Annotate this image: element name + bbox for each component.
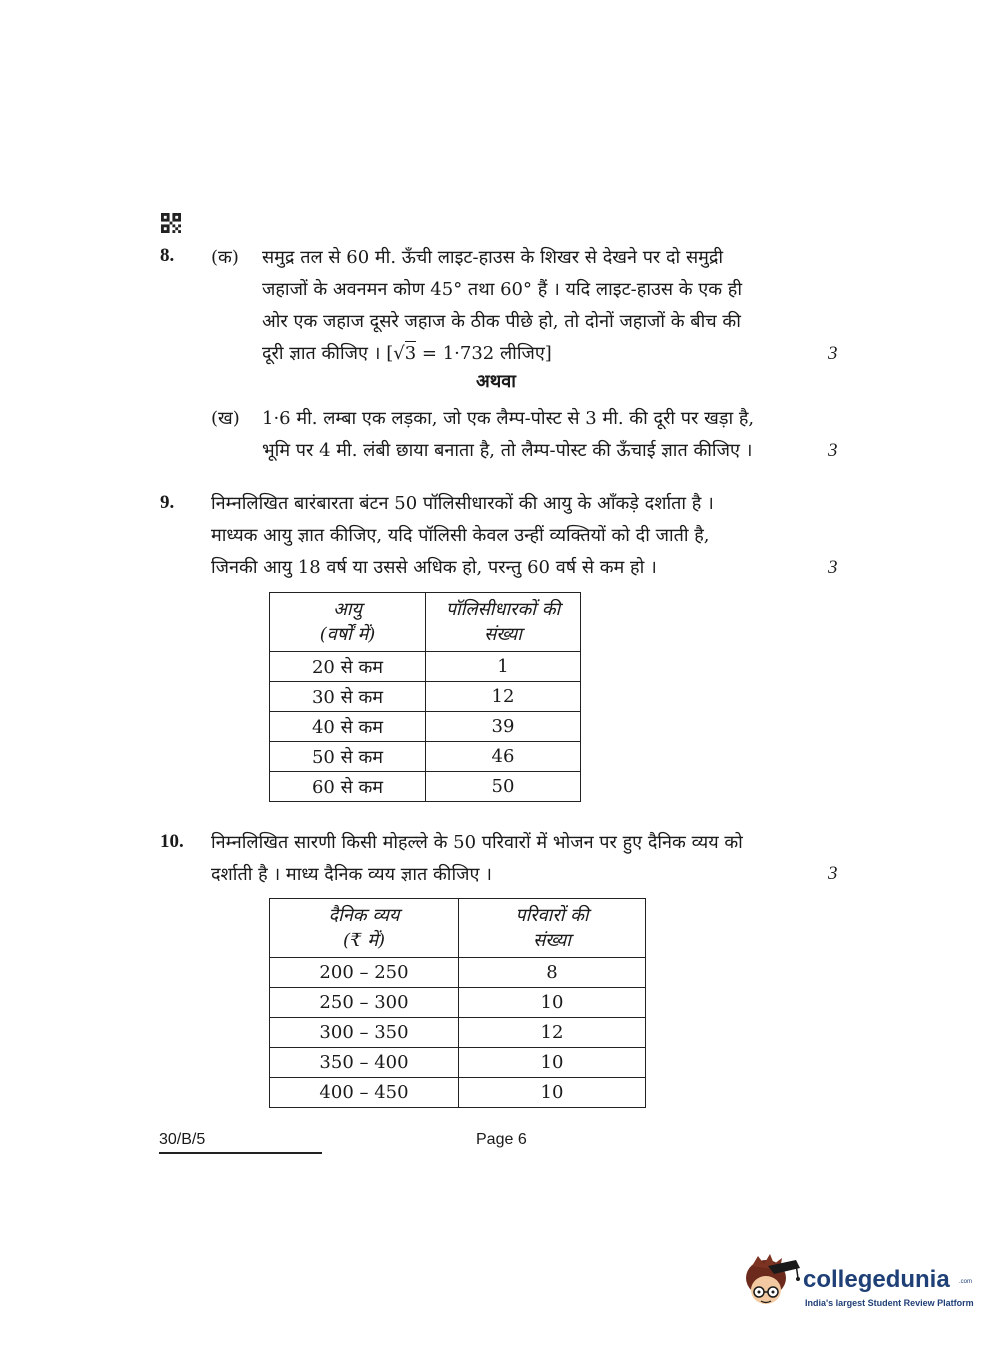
q9-line-2: माध्यक आयु ज्ञात कीजिए, यदि पॉलिसी केवल उन्हीं व्यक्तियों को दी जाती है, bbox=[211, 525, 710, 546]
q8a-marks: 3 bbox=[828, 343, 838, 364]
q10-header-families bbox=[459, 899, 646, 958]
q10-table bbox=[269, 898, 646, 1108]
brand-name: collegedunia bbox=[803, 1266, 950, 1293]
page-number: Page 6 bbox=[476, 1131, 527, 1148]
table-cell: 300 – 350 bbox=[270, 1018, 459, 1048]
header-line: आयु bbox=[333, 599, 362, 620]
table-cell: 46 bbox=[426, 742, 581, 772]
q8b-line-2: भूमि पर 4 मी. लंबी छाया बनाता है, तो लैम्प-पोस्ट की ऊँचाई ज्ञात कीजिए । bbox=[262, 440, 753, 461]
table-row bbox=[270, 652, 581, 682]
header-line: (वर्षों में) bbox=[319, 624, 376, 645]
table-cell: 39 bbox=[426, 712, 581, 742]
table-cell: 1 bbox=[426, 652, 581, 682]
table-cell: 10 bbox=[459, 1048, 646, 1078]
table-cell: 50 bbox=[426, 772, 581, 802]
q8a-line-2: जहाजों के अवनमन कोण 45° तथा 60° हैं । यदि लाइट-हाउस के एक ही bbox=[262, 279, 743, 300]
table-cell: 10 bbox=[459, 1078, 646, 1108]
q8a-label: (क) bbox=[211, 247, 239, 268]
table-header-row bbox=[270, 899, 646, 958]
q8a-line-1: समुद्र तल से 60 मी. ऊँची लाइट-हाउस के शिखर से देखने पर दो समुद्री bbox=[262, 247, 724, 268]
mascot-logo-icon bbox=[742, 1252, 802, 1310]
table-row bbox=[270, 1018, 646, 1048]
table-row bbox=[270, 742, 581, 772]
table-cell: 12 bbox=[459, 1018, 646, 1048]
table-row bbox=[270, 1078, 646, 1108]
qr-code-icon bbox=[161, 213, 181, 233]
table-cell: 20 से कम bbox=[270, 652, 426, 682]
q8a-line-3: ओर एक जहाज दूसरे जहाज के ठीक पीछे हो, तो दोनों जहाजों के बीच की bbox=[262, 311, 741, 332]
q8b-marks: 3 bbox=[828, 440, 838, 461]
table-header-row bbox=[270, 593, 581, 652]
table-cell: 40 से कम bbox=[270, 712, 426, 742]
q10-marks: 3 bbox=[828, 863, 838, 884]
q9-header-count bbox=[426, 593, 581, 652]
q10-line-2: दर्शाती है । माध्य दैनिक व्यय ज्ञात कीजिए । bbox=[211, 864, 492, 885]
table-cell: 30 से कम bbox=[270, 682, 426, 712]
header-line: संख्या bbox=[484, 624, 522, 645]
table-cell: 350 – 400 bbox=[270, 1048, 459, 1078]
table-cell: 250 – 300 bbox=[270, 988, 459, 1018]
table-cell: 8 bbox=[459, 958, 646, 988]
table-row bbox=[270, 958, 646, 988]
header-line: परिवारों की bbox=[515, 905, 589, 926]
header-line: (₹ में) bbox=[343, 930, 385, 951]
question-9-number: 9. bbox=[160, 492, 175, 513]
table-row bbox=[270, 988, 646, 1018]
q8a-line-4-prefix: दूरी ज्ञात कीजिए । [ bbox=[262, 343, 394, 364]
footer-divider bbox=[159, 1152, 322, 1154]
question-10-number: 10. bbox=[160, 831, 184, 852]
q9-header-age bbox=[270, 593, 426, 652]
q8b-line-1: 1·6 मी. लम्बा एक लड़का, जो एक लैम्प-पोस्ट से 3 मी. की दूरी पर खड़ा है, bbox=[262, 408, 755, 429]
q8a-line-4 bbox=[262, 338, 552, 370]
q8a-line-4-suffix: = 1·732 लीजिए] bbox=[416, 343, 552, 364]
table-row bbox=[270, 1048, 646, 1078]
q9-table bbox=[269, 592, 581, 802]
table-cell: 400 – 450 bbox=[270, 1078, 459, 1108]
q9-line-3: जिनकी आयु 18 वर्ष या उससे अधिक हो, परन्तु 60 वर्ष से कम हो । bbox=[211, 557, 657, 578]
brand-domain: .com bbox=[959, 1279, 973, 1285]
brand-tagline: India's largest Student Review Platform bbox=[805, 1298, 974, 1308]
table-cell: 60 से कम bbox=[270, 772, 426, 802]
header-line: संख्या bbox=[533, 930, 571, 951]
q9-line-1: निम्नलिखित बारंबारता बंटन 50 पॉलिसीधारकों की आयु के आँकड़े दर्शाता है । bbox=[211, 493, 714, 514]
table-row bbox=[270, 682, 581, 712]
table-row bbox=[270, 772, 581, 802]
table-row bbox=[270, 712, 581, 742]
question-8-number: 8. bbox=[160, 245, 175, 266]
table-cell: 50 से कम bbox=[270, 742, 426, 772]
q9-marks: 3 bbox=[828, 557, 838, 578]
header-line: दैनिक व्यय bbox=[328, 905, 400, 926]
table-cell: 200 – 250 bbox=[270, 958, 459, 988]
q8b-label: (ख) bbox=[211, 408, 240, 429]
header-line: पॉलिसीधारकों की bbox=[445, 599, 561, 620]
sqrt-sign: √ bbox=[393, 343, 405, 364]
q10-header-expense bbox=[270, 899, 459, 958]
table-cell: 10 bbox=[459, 988, 646, 1018]
or-heading: अथवा bbox=[476, 371, 516, 392]
q10-line-1: निम्नलिखित सारणी किसी मोहल्ले के 50 परिवारों में भोजन पर हुए दैनिक व्यय को bbox=[211, 832, 743, 853]
paper-code: 30/B/5 bbox=[159, 1131, 206, 1148]
sqrt-radicand: 3 bbox=[404, 343, 417, 364]
table-cell: 12 bbox=[426, 682, 581, 712]
